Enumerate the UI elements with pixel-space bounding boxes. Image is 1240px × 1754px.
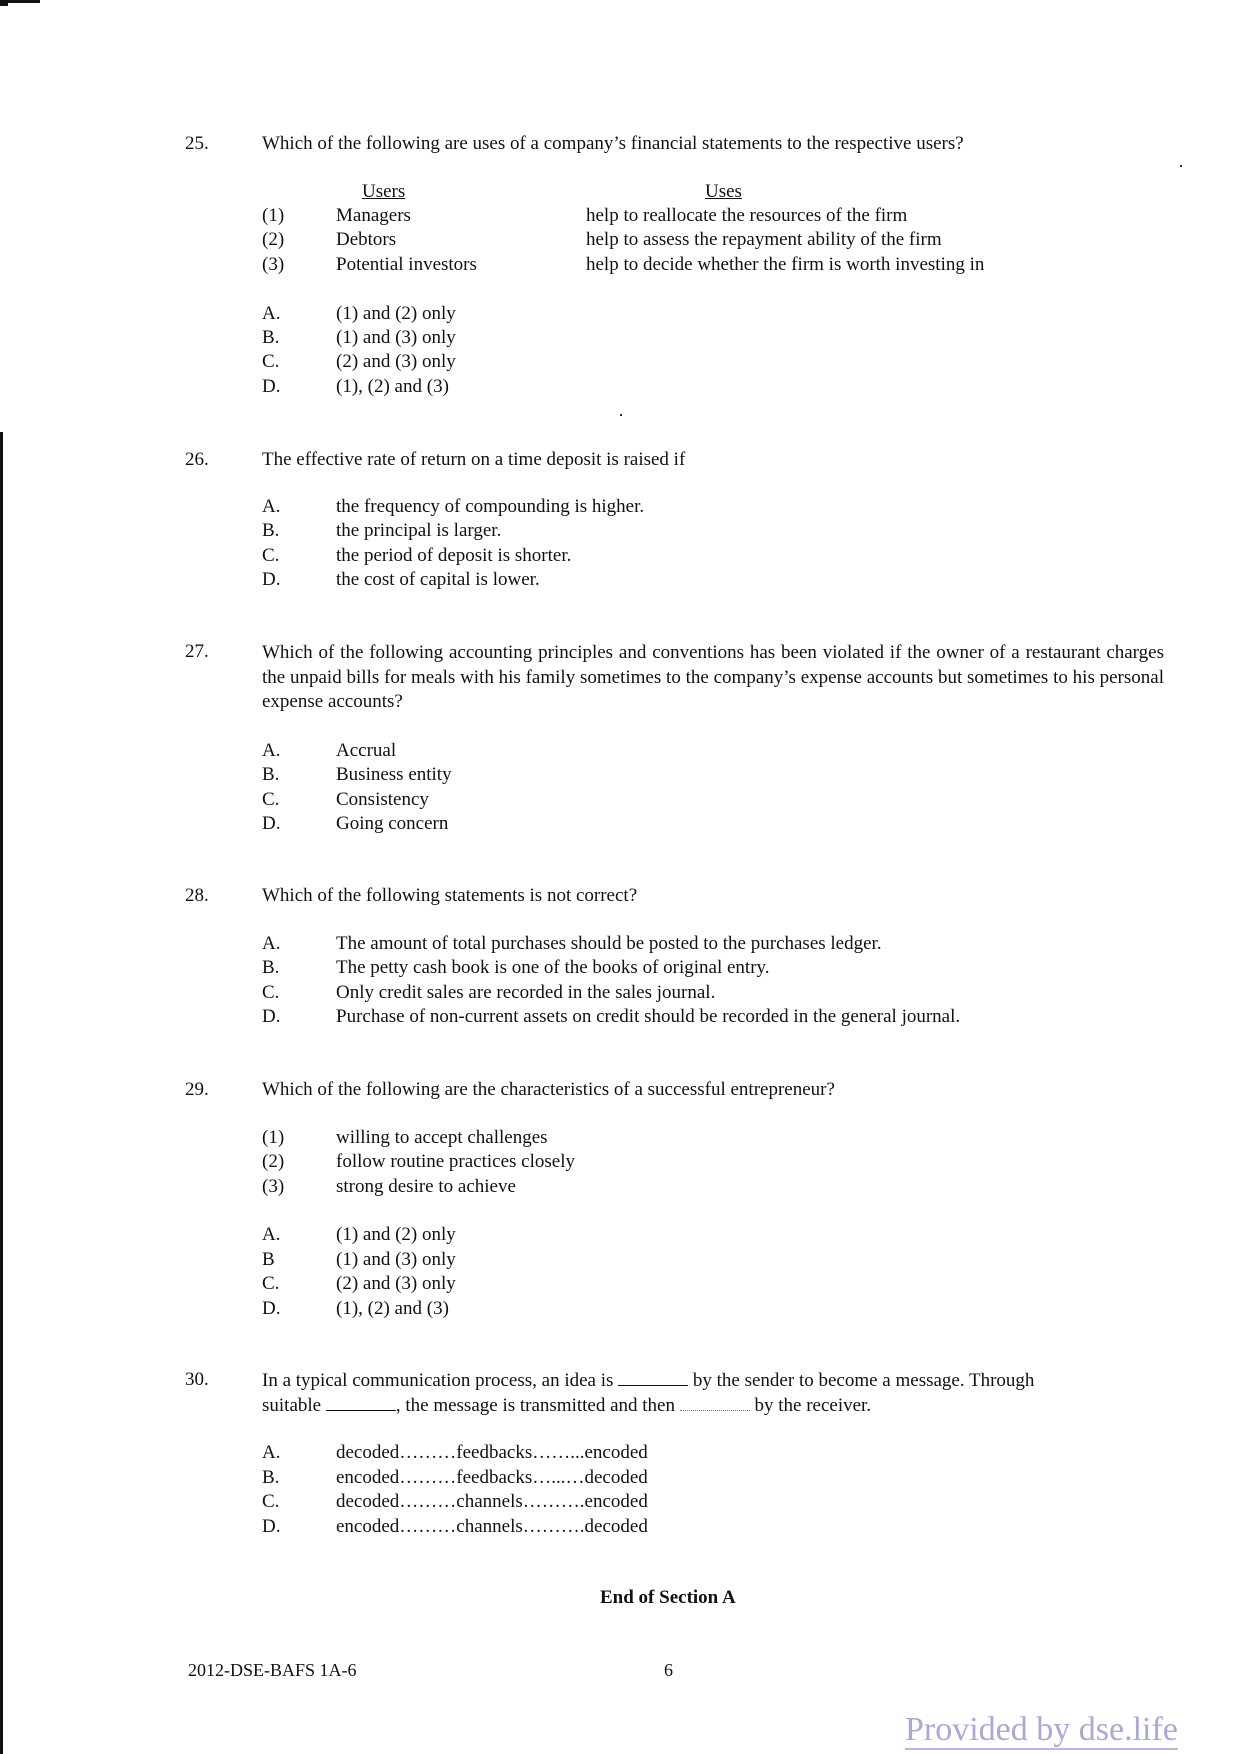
question-number: 27. (185, 641, 209, 662)
question-text: Which of the following accounting principles and conventions has been violated if the owner of a restaurant charges the unpaid bills for meals with his family sometimes to the company’s expense accounts but sometimes to his personal expense accounts? (262, 642, 1164, 712)
option-text: (1), (2) and (3) (336, 1298, 449, 1319)
question-text-line-1 (262, 1369, 1034, 1392)
option-text: the cost of capital is lower. (336, 569, 540, 590)
row-user: Debtors (336, 229, 397, 250)
text-part: , the message is transmitted and then (395, 1395, 675, 1416)
scan-border-corner (0, 0, 8, 6)
question-text: Which of the following are uses of a company’s financial statements to the respective users? (262, 133, 964, 154)
question-text: Which of the following statements is not correct? (262, 885, 638, 906)
watermark-link[interactable]: Provided by dse.life (905, 1711, 1178, 1748)
option-letter: B (262, 1249, 275, 1270)
scan-border-left (0, 432, 3, 1754)
row-label: (1) (262, 205, 285, 226)
footer-paper-code: 2012-DSE-BAFS 1A-6 (188, 1660, 357, 1680)
question-text: Which of the following are the characteristics of a successful entrepreneur? (262, 1079, 835, 1100)
scan-speck (620, 414, 622, 416)
option-text: (1) and (2) only (336, 1224, 456, 1245)
option-letter: D. (262, 1006, 281, 1027)
row-label: (3) (262, 254, 285, 275)
footer-page-number: 6 (664, 1660, 673, 1680)
question-number: 26. (185, 449, 209, 470)
text-part: by the receiver. (754, 1395, 872, 1416)
option-letter: C. (262, 545, 280, 566)
option-letter: A. (262, 933, 281, 954)
option-letter: B. (262, 1467, 280, 1488)
option-letter: B. (262, 520, 280, 541)
option-letter: C. (262, 1491, 280, 1512)
question-number: 28. (185, 885, 209, 906)
item-label: (1) (262, 1127, 285, 1148)
text-part: In a typical communication process, an idea is (262, 1370, 614, 1391)
option-text: (1), (2) and (3) (336, 376, 449, 397)
option-text: The petty cash book is one of the books of original entry. (336, 957, 770, 978)
row-label: (2) (262, 229, 285, 250)
blank-2 (326, 1394, 396, 1411)
text-part: by the sender to become a message. Through (692, 1370, 1035, 1391)
item-label: (3) (262, 1176, 285, 1197)
question-text: The effective rate of return on a time deposit is raised if (262, 449, 686, 470)
row-user: Potential investors (336, 254, 477, 275)
option-text: decoded………feedbacks……...encoded (336, 1442, 648, 1463)
option-letter: B. (262, 327, 280, 348)
option-letter: C. (262, 982, 280, 1003)
option-text: Going concern (336, 813, 449, 834)
table-header-uses: Uses (705, 181, 742, 202)
option-letter: A. (262, 496, 281, 517)
option-letter: B. (262, 957, 280, 978)
option-letter: A. (262, 740, 281, 761)
option-text: Only credit sales are recorded in the sales journal. (336, 982, 716, 1003)
option-text: Purchase of non-current assets on credit should be recorded in the general journal. (336, 1006, 961, 1027)
option-text: Consistency (336, 789, 429, 810)
option-text: Business entity (336, 764, 452, 785)
item-text: strong desire to achieve (336, 1176, 516, 1197)
option-letter: D. (262, 813, 281, 834)
option-letter: A. (262, 303, 281, 324)
option-text: Accrual (336, 740, 397, 761)
row-use: help to assess the repayment ability of the firm (586, 229, 942, 250)
option-text: the period of deposit is shorter. (336, 545, 572, 566)
option-text: encoded………channels……….decoded (336, 1516, 648, 1537)
option-text: decoded………channels……….encoded (336, 1491, 648, 1512)
item-label: (2) (262, 1151, 285, 1172)
question-text-line-2 (262, 1394, 871, 1417)
row-use: help to reallocate the resources of the firm (586, 205, 908, 226)
question-number: 30. (185, 1369, 209, 1390)
option-text: (2) and (3) only (336, 351, 456, 372)
question-number: 25. (185, 133, 209, 154)
option-letter: C. (262, 1273, 280, 1294)
option-letter: C. (262, 789, 280, 810)
option-text: (1) and (3) only (336, 1249, 456, 1270)
option-text: The amount of total purchases should be posted to the purchases ledger. (336, 933, 882, 954)
option-letter: D. (262, 569, 281, 590)
option-text: (2) and (3) only (336, 1273, 456, 1294)
option-letter: A. (262, 1442, 281, 1463)
section-end-label: End of Section A (600, 1587, 736, 1608)
option-text: (1) and (2) only (336, 303, 456, 324)
row-use: help to decide whether the firm is worth investing in (586, 254, 985, 275)
item-text: willing to accept challenges (336, 1127, 548, 1148)
scan-speck (1180, 165, 1182, 167)
blank-3 (680, 1394, 750, 1411)
blank-1 (618, 1369, 688, 1386)
option-text: encoded………feedbacks…...…decoded (336, 1467, 648, 1488)
table-header-users: Users (362, 181, 406, 202)
option-text: the frequency of compounding is higher. (336, 496, 645, 517)
option-text: (1) and (3) only (336, 327, 456, 348)
option-letter: C. (262, 351, 280, 372)
option-letter: A. (262, 1224, 281, 1245)
option-letter: B. (262, 764, 280, 785)
text-part: suitable (262, 1395, 322, 1416)
row-user: Managers (336, 205, 411, 226)
option-letter: D. (262, 1516, 281, 1537)
item-text: follow routine practices closely (336, 1151, 576, 1172)
option-letter: D. (262, 1298, 281, 1319)
option-text: the principal is larger. (336, 520, 502, 541)
question-number: 29. (185, 1079, 209, 1100)
option-letter: D. (262, 376, 281, 397)
